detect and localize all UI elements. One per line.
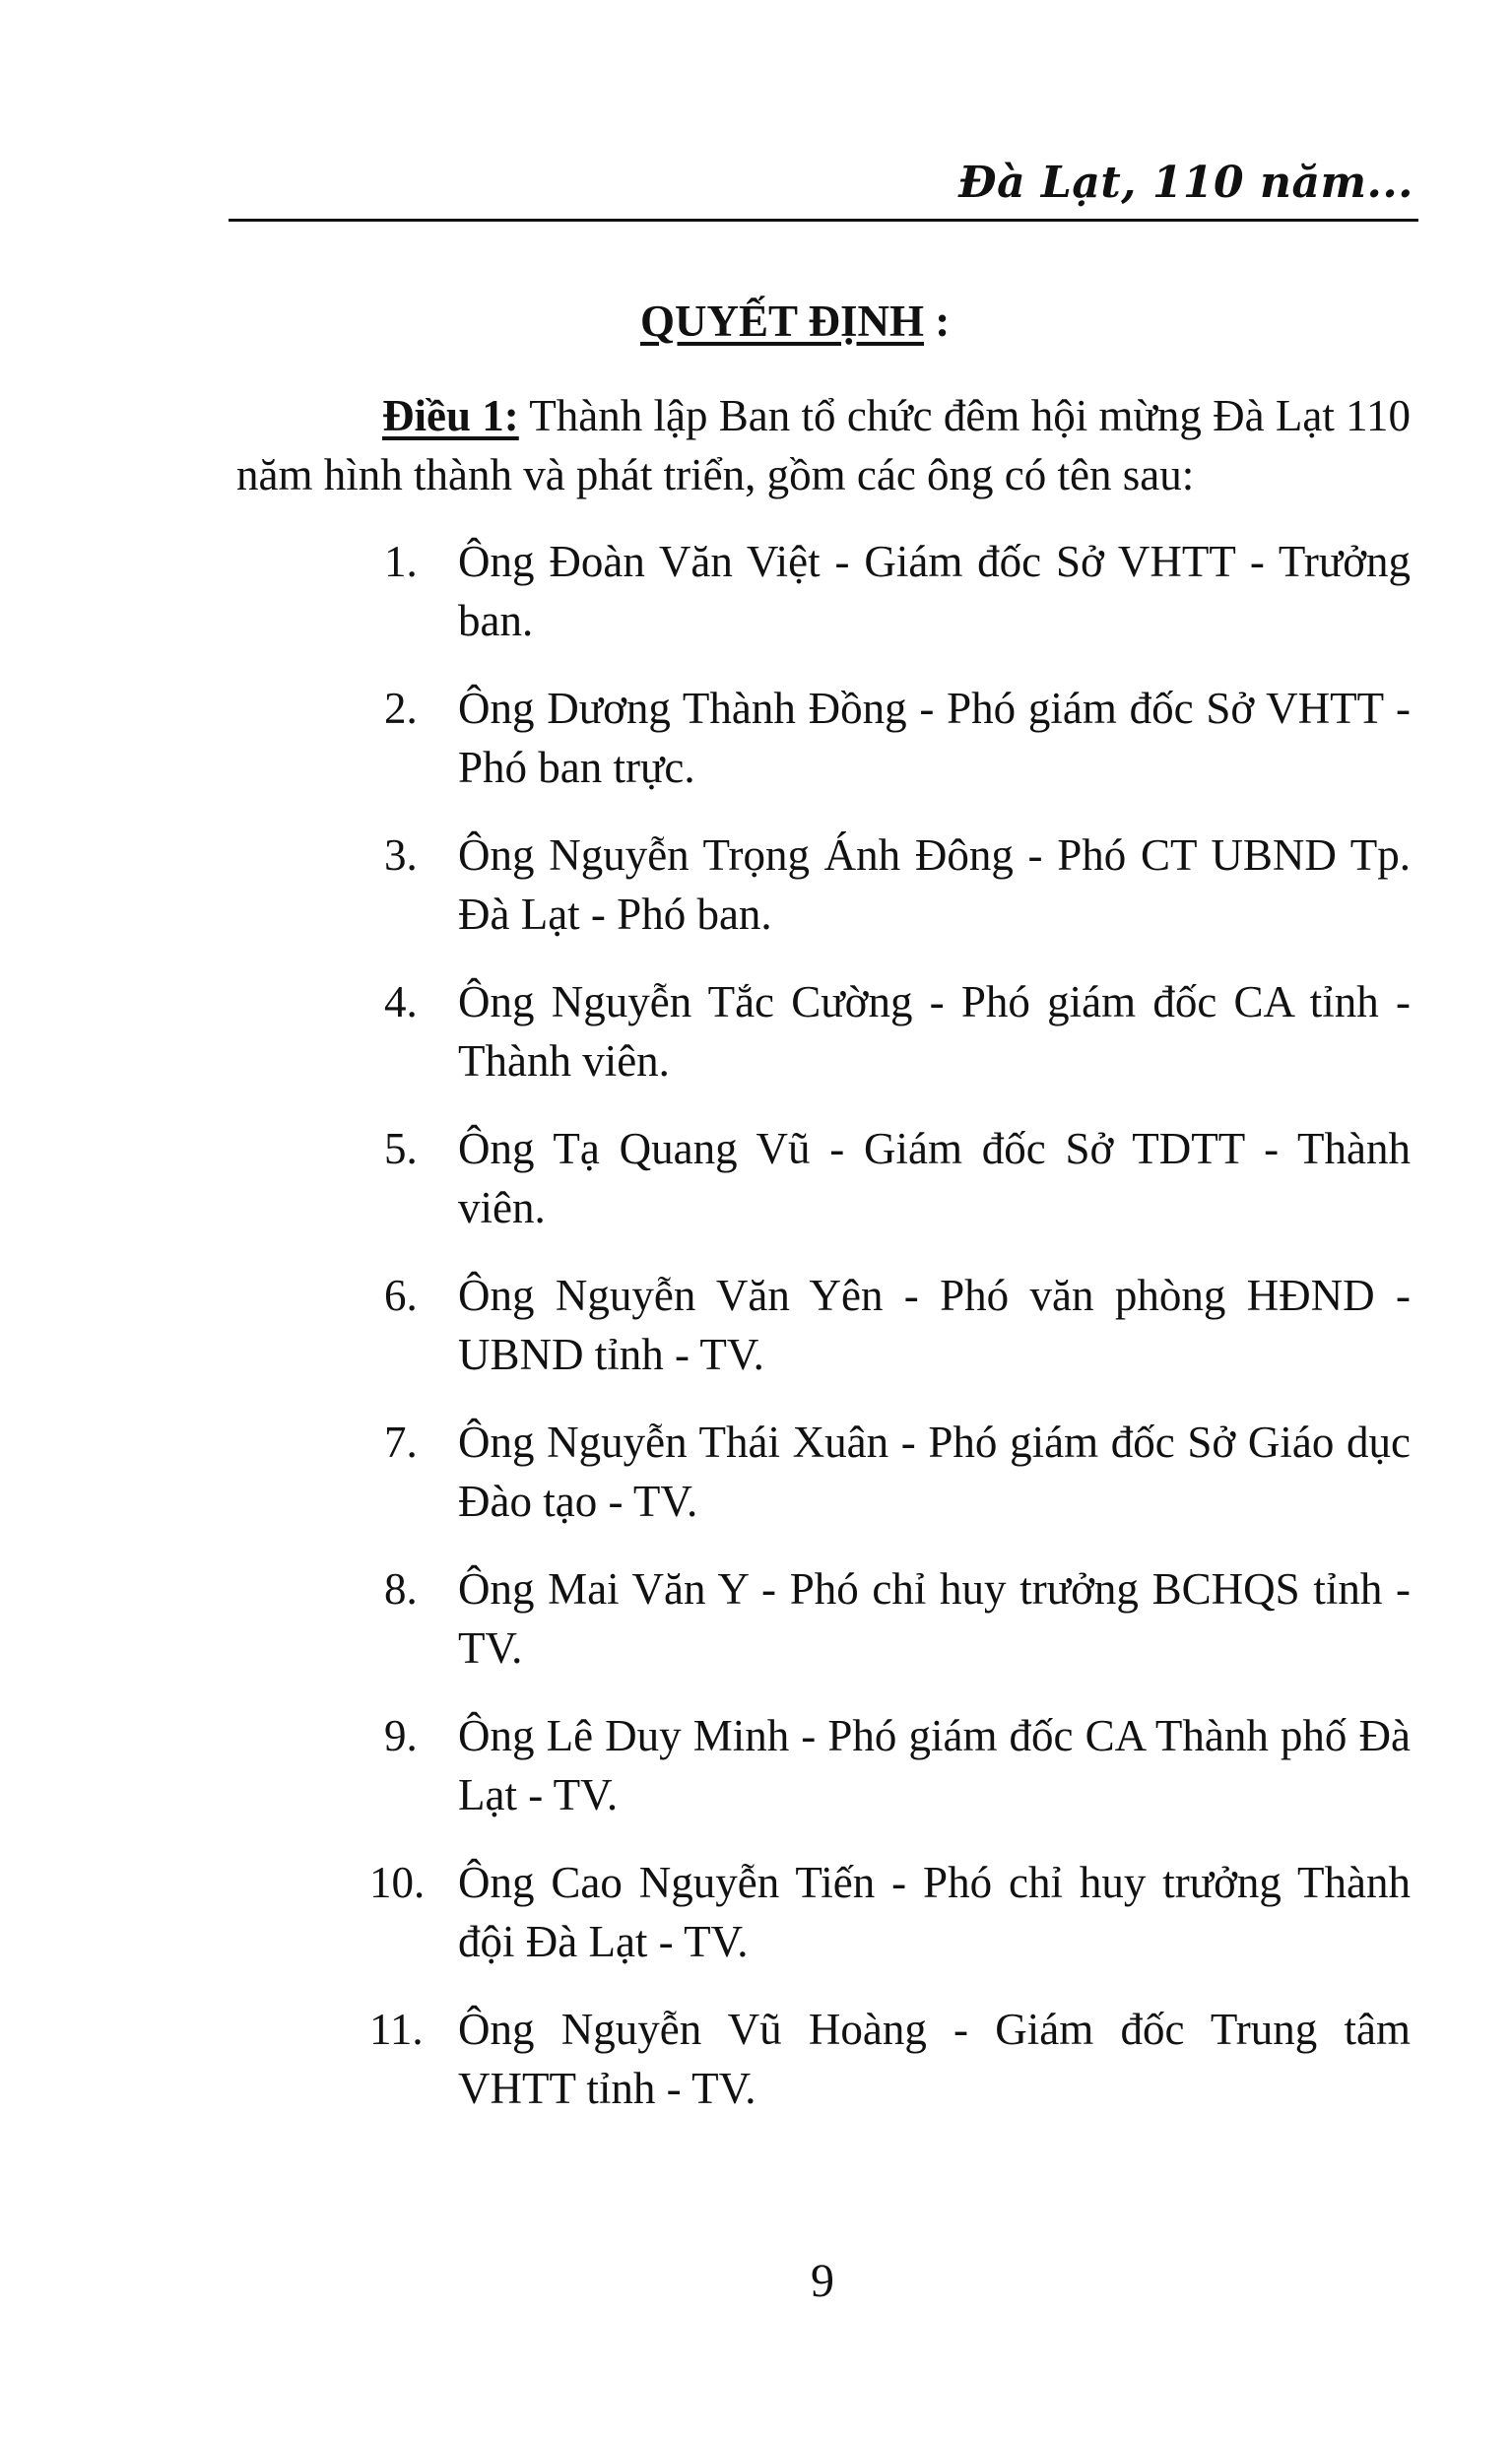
list-item-text: Ông Lê Duy Minh - Phó giám đốc CA Thành phố Đà Lạt - TV. bbox=[458, 1711, 1411, 1819]
list-item bbox=[369, 2000, 1411, 2118]
list-item bbox=[374, 972, 1411, 1090]
list-item-text: Ông Tạ Quang Vũ - Giám đốc Sở TDTT - Thành viên. bbox=[458, 1124, 1411, 1232]
list-item-number: 4. bbox=[384, 977, 418, 1026]
member-list bbox=[369, 532, 1411, 2147]
list-item-number: 10. bbox=[369, 1858, 426, 1907]
list-item-number: 7. bbox=[384, 1418, 418, 1467]
list-item-text: Ông Nguyễn Văn Yên - Phó văn phòng HĐND - UBND tỉnh - TV. bbox=[458, 1271, 1411, 1379]
list-item bbox=[374, 1119, 1411, 1237]
list-item-text: Ông Nguyễn Trọng Ánh Đông - Phó CT UBND Tp. Đà Lạt - Phó ban. bbox=[458, 830, 1411, 939]
header-rule bbox=[229, 219, 1418, 222]
list-item bbox=[374, 826, 1411, 944]
running-header-title: Đà Lạt, 110 năm... bbox=[958, 158, 1413, 208]
list-item bbox=[369, 1853, 1411, 1971]
list-item-number: 6. bbox=[384, 1271, 418, 1320]
list-item-number: 11. bbox=[369, 2005, 424, 2054]
section-heading-colon: : bbox=[923, 297, 951, 346]
section-heading bbox=[640, 296, 950, 347]
list-item-number: 2. bbox=[384, 684, 418, 733]
list-item-text: Ông Mai Văn Y - Phó chỉ huy trưởng BCHQS tỉnh - TV. bbox=[458, 1564, 1411, 1673]
list-item bbox=[374, 1706, 1411, 1824]
section-heading-title: QUYẾT ĐỊNH bbox=[640, 297, 924, 346]
article-1-paragraph bbox=[236, 386, 1411, 504]
list-item-text: Ông Đoàn Văn Việt - Giám đốc Sở VHTT - Trưởng ban. bbox=[458, 537, 1411, 645]
list-item bbox=[374, 532, 1411, 650]
list-item-text: Ông Dương Thành Đồng - Phó giám đốc Sở VHTT - Phó ban trực. bbox=[458, 684, 1411, 792]
article-1-label: Điều 1: bbox=[382, 391, 519, 440]
page-number: 9 bbox=[811, 2255, 834, 2307]
list-item bbox=[374, 679, 1411, 797]
list-item-number: 5. bbox=[384, 1124, 418, 1173]
list-item-text: Ông Cao Nguyễn Tiến - Phó chỉ huy trưởng Thành đội Đà Lạt - TV. bbox=[458, 1858, 1411, 1966]
list-item-number: 3. bbox=[384, 830, 418, 880]
list-item bbox=[374, 1266, 1411, 1384]
list-item bbox=[374, 1413, 1411, 1531]
article-1-text: Thành lập Ban tổ chức đêm hội mừng Đà Lạt 110 năm hình thành và phát triển, gồm các ông có tên sau: bbox=[236, 391, 1411, 499]
list-item bbox=[374, 1559, 1411, 1678]
list-item-number: 1. bbox=[384, 537, 418, 586]
list-item-text: Ông Nguyễn Vũ Hoàng - Giám đốc Trung tâm VHTT tỉnh - TV. bbox=[458, 2005, 1411, 2113]
list-item-number: 8. bbox=[384, 1564, 418, 1614]
list-item-text: Ông Nguyễn Tắc Cường - Phó giám đốc CA tỉnh - Thành viên. bbox=[458, 977, 1411, 1086]
list-item-number: 9. bbox=[384, 1711, 418, 1760]
list-item-text: Ông Nguyễn Thái Xuân - Phó giám đốc Sở Giáo dục Đào tạo - TV. bbox=[458, 1418, 1411, 1526]
